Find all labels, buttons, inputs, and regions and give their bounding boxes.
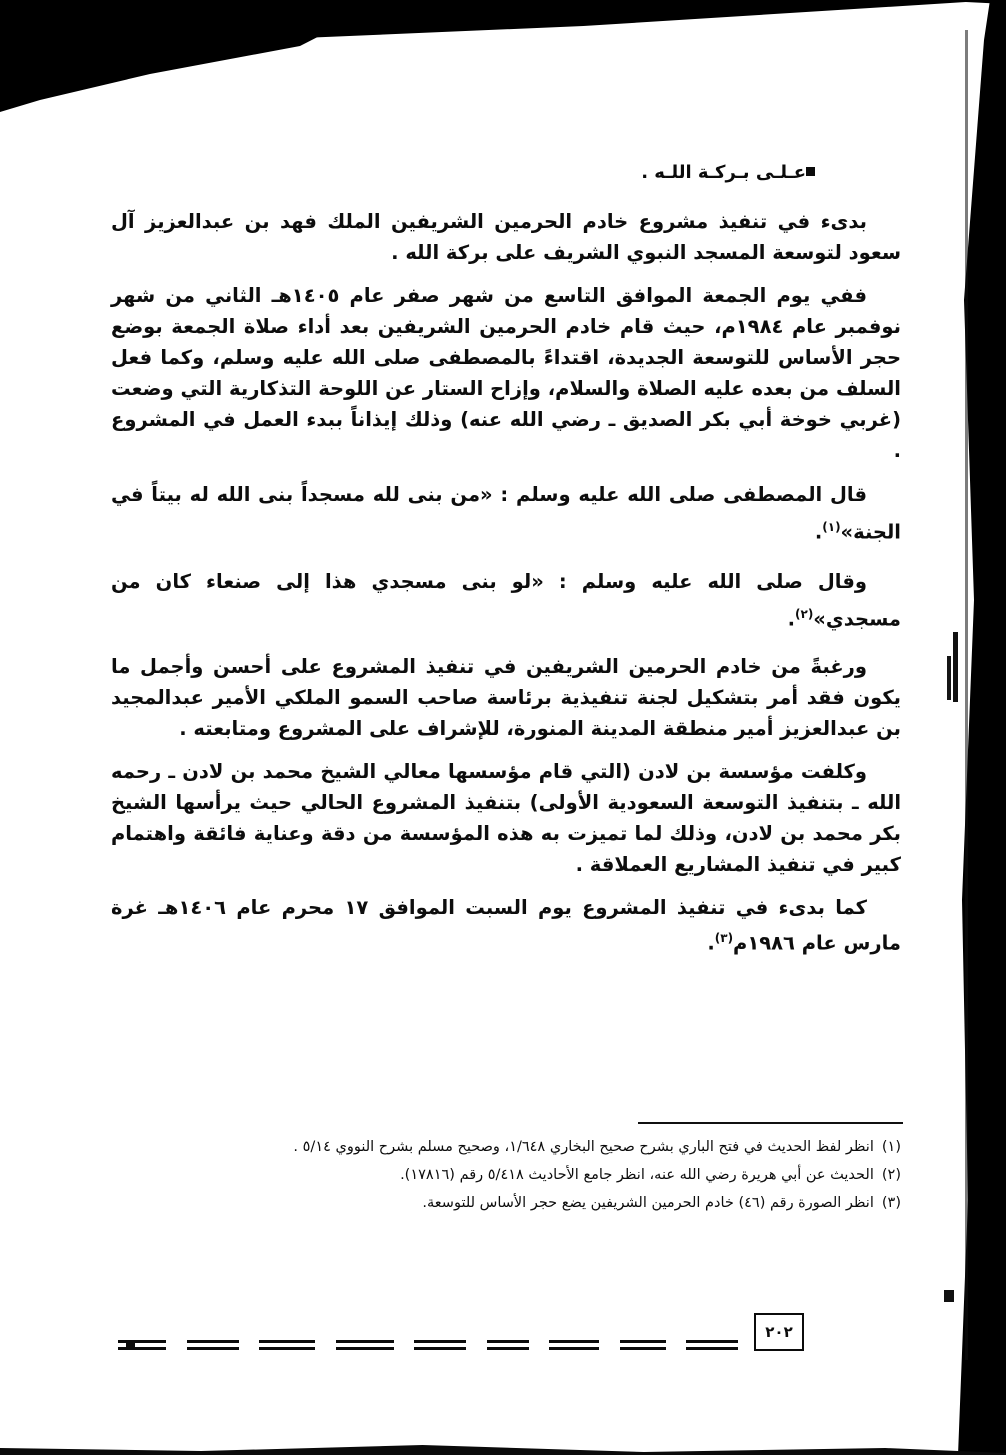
square-bullet-icon (806, 167, 815, 176)
paragraph-bin-laden-company: وكلفت مؤسسة بن لادن (التي قام مؤسسها معالي الشيخ محمد بن لادن ـ رحمه الله ـ بتنفيذ التوسعة السعودية الأولى) بتنفيذ المشروع الحالي حيث يرأسها الشيخ بكر محمد بن لادن، وذلك لما تميزت به هذه المؤسسة من دقة وعناية فائقة واهتمام كبير في تنفيذ المشاريع العملاقة . (111, 760, 901, 876)
hadith-one-trailing: . (814, 520, 823, 544)
footnote-marker: (٣) (881, 1195, 901, 1211)
footer-ornament (118, 1334, 738, 1358)
footnote-ref-2: (٢) (795, 606, 814, 621)
footnote-item (111, 1192, 901, 1215)
paragraph-foundation-ceremony: ففي يوم الجمعة الموافق التاسع من شهر صفر عام ١٤٠٥هـ الثاني من شهر نوفمبر عام ١٩٨٤م، حيث قام خادم الحرمين الشريفين بعد أداء صلاة الجمعة بوضع حجر الأساس للتوسعة الجديدة، اقتداءً بالمصطفى صلى الله عليه وسلم، وكما فعل السلف من بعده عليه الصلاة والسلام، وإزاح الستار عن اللوحة التذكارية التي وضعت (غربي خوخة أبي بكر الصديق ـ رضي الله عنه) وذلك إيذاناً ببدء العمل في المشروع . (111, 284, 901, 462)
paragraph-project-start-date (111, 892, 901, 959)
paragraph-intro: بدىء في تنفيذ مشروع خادم الحرمين الشريفين الملك فهد بن عبدالعزيز آل سعود لتوسعة المسجد النبوي الشريف على بركة الله . (111, 210, 901, 264)
body-text-block (111, 206, 901, 971)
project-start-text: كما بدىء في تنفيذ المشروع يوم السبت الموافق ١٧ محرم عام ١٤٠٦هـ غرة مارس عام ١٩٨٦م (111, 896, 901, 955)
project-start-trailing: . (707, 931, 715, 955)
page-number-box (754, 1313, 804, 1351)
hadith-two-lead: وقال صلى الله عليه وسلم : (543, 569, 868, 593)
footnote-item (111, 1164, 901, 1187)
footnote-ref-3: (٣) (714, 931, 734, 945)
page-number: ٢٠٢ (765, 1323, 793, 1341)
footnote-ref-1: (١) (822, 520, 841, 534)
footnote-separator (638, 1122, 903, 1124)
paragraph-executive-committee: ورغبةً من خادم الحرمين الشريفين في تنفيذ المشروع على أحسن وأجمل ما يكون فقد أمر بتشكيل لجنة تنفيذية برئاسة صاحب السمو الملكي الأمير عبدالمجيد بن عبدالعزيز أمير منطقة المدينة المنورة، للإشراف على المشروع ومتابعته . (111, 655, 901, 740)
hadith-one-lead: قال المصطفى صلى الله عليه وسلم : (492, 483, 868, 506)
paragraph-hadith-two (111, 565, 901, 636)
footnote-text: الحديث عن أبي هريرة رضي الله عنه، انظر جامع الأحاديث ٥/٤١٨ رقم (١٧٨١٦). (400, 1167, 874, 1183)
hadith-two-trailing: . (787, 607, 795, 630)
footnote-marker: (١) (881, 1139, 901, 1155)
section-heading (521, 162, 821, 183)
footnote-text: انظر الصورة رقم (٤٦) خادم الحرمين الشريفين يضع حجر الأساس للتوسعة. (422, 1195, 874, 1211)
section-heading-text: عـلـى بـركـة اللـه . (641, 162, 806, 183)
footnote-text: انظر لفظ الحديث في فتح الباري بشرح صحيح البخاري ١/٦٤٨، وصحيح مسلم بشرح النووي ٥/١٤ . (293, 1139, 874, 1155)
footnotes-block (111, 1136, 901, 1220)
paragraph-hadith-one (111, 478, 901, 549)
margin-stray-mark (947, 656, 951, 700)
footnote-item (111, 1136, 901, 1159)
hadith-two-quote: «لو بنى مسجدي هذا إلى صنعاء كان من مسجدي» (111, 569, 901, 630)
hadith-one-quote: «من بنى لله مسجداً بنى الله له بيتاً في الجنة» (111, 483, 901, 544)
footnote-marker: (٢) (881, 1167, 901, 1183)
